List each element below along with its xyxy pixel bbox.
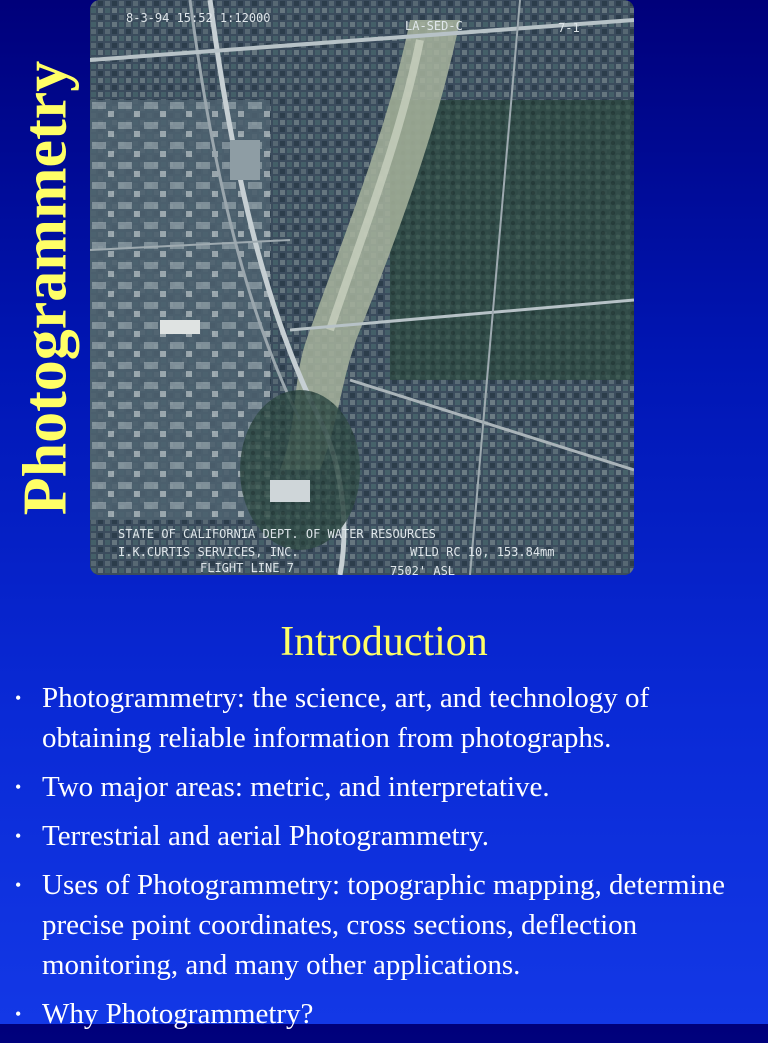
bullet-item xyxy=(0,767,768,807)
bullet-text: Uses of Photogrammetry: topographic mapping, determine precise point coordinates, cross sections, deflection monitoring, and many other applications. xyxy=(42,869,725,981)
bullet-dot-icon: • xyxy=(15,826,22,846)
aerial-photo-image xyxy=(90,0,634,575)
bullet-item xyxy=(0,816,768,856)
bullet-item xyxy=(0,678,768,758)
bullet-dot-icon: • xyxy=(15,777,22,797)
bullet-list xyxy=(0,678,768,1043)
bullet-text: Photogrammetry: the science, art, and technology of obtaining reliable information from photographs. xyxy=(42,682,650,754)
bullet-item xyxy=(0,865,768,985)
slide-heading: Introduction xyxy=(280,619,488,665)
svg-text:I.K.CURTIS SERVICES, INC.: I.K.CURTIS SERVICES, INC. xyxy=(118,545,299,559)
svg-text:7-1: 7-1 xyxy=(558,21,580,35)
aerial-photograph xyxy=(90,0,634,575)
svg-text:8-3-94 15:52 1:12000: 8-3-94 15:52 1:12000 xyxy=(126,11,271,25)
svg-text:FLIGHT LINE 7: FLIGHT LINE 7 xyxy=(200,561,294,575)
svg-text:STATE OF CALIFORNIA DEPT. OF W: STATE OF CALIFORNIA DEPT. OF WATER RESOURCES xyxy=(118,527,436,541)
svg-text:WILD RC 10, 153.84mm: WILD RC 10, 153.84mm xyxy=(410,545,555,559)
bullet-text: Terrestrial and aerial Photogrammetry. xyxy=(42,820,490,852)
bullet-text: Why Photogrammetry? xyxy=(42,998,314,1030)
bullet-dot-icon: • xyxy=(15,875,22,895)
svg-text:7502' ASL: 7502' ASL xyxy=(390,564,456,575)
bullet-text: Two major areas: metric, and interpretative. xyxy=(42,771,550,803)
vertical-title xyxy=(0,0,90,575)
svg-text:LA-SED-C: LA-SED-C xyxy=(405,19,463,33)
bullet-item xyxy=(0,994,768,1034)
bullet-dot-icon: • xyxy=(15,1004,22,1024)
vertical-title-text: Photogrammetry xyxy=(11,60,79,515)
bullet-dot-icon: • xyxy=(15,688,22,708)
